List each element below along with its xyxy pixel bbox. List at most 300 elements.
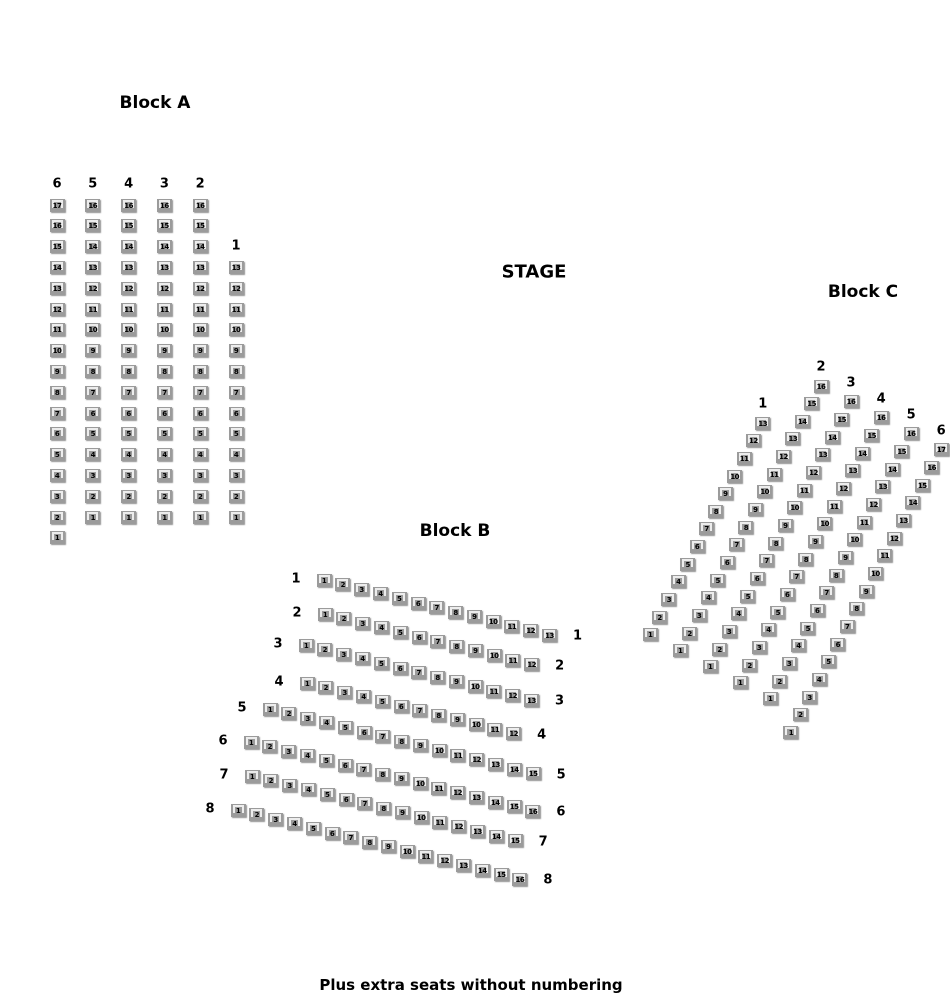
seat[interactable]	[263, 774, 278, 787]
seat[interactable]	[320, 788, 335, 801]
seat[interactable]	[838, 551, 853, 564]
seat[interactable]	[692, 609, 707, 622]
seat[interactable]	[193, 199, 208, 212]
seat[interactable]	[757, 485, 772, 498]
seat[interactable]	[157, 469, 172, 482]
seat[interactable]	[318, 608, 333, 621]
seat[interactable]	[449, 675, 464, 688]
seat[interactable]	[85, 469, 100, 482]
seat[interactable]	[121, 386, 136, 399]
seat[interactable]	[489, 830, 504, 843]
seat[interactable]	[526, 767, 541, 780]
seat[interactable]	[376, 802, 391, 815]
seat[interactable]	[800, 622, 815, 635]
seat[interactable]	[393, 662, 408, 675]
seat[interactable]	[299, 639, 314, 652]
seat[interactable]	[782, 657, 797, 670]
seat[interactable]	[795, 415, 810, 428]
seat[interactable]	[866, 498, 881, 511]
seat[interactable]	[722, 625, 737, 638]
seat[interactable]	[85, 407, 100, 420]
seat[interactable]	[525, 805, 540, 818]
seat[interactable]	[157, 199, 172, 212]
seat[interactable]	[157, 386, 172, 399]
seat[interactable]	[157, 511, 172, 524]
seat[interactable]	[507, 763, 522, 776]
seat[interactable]	[306, 822, 321, 835]
seat[interactable]	[412, 704, 427, 717]
seat[interactable]	[85, 386, 100, 399]
seat[interactable]	[845, 464, 860, 477]
seat[interactable]	[817, 517, 832, 530]
seat[interactable]	[844, 395, 859, 408]
seat[interactable]	[282, 779, 297, 792]
seat[interactable]	[157, 448, 172, 461]
seat[interactable]	[815, 448, 830, 461]
seat[interactable]	[362, 836, 377, 849]
seat[interactable]	[432, 744, 447, 757]
seat[interactable]	[469, 718, 484, 731]
seat[interactable]	[229, 407, 244, 420]
seat[interactable]	[772, 675, 787, 688]
seat[interactable]	[729, 538, 744, 551]
seat[interactable]	[393, 626, 408, 639]
seat[interactable]	[50, 407, 65, 420]
seat[interactable]	[733, 676, 748, 689]
seat[interactable]	[354, 583, 369, 596]
seat[interactable]	[229, 282, 244, 295]
seat[interactable]	[542, 629, 557, 642]
seat[interactable]	[157, 219, 172, 232]
seat[interactable]	[50, 469, 65, 482]
seat[interactable]	[894, 445, 909, 458]
seat[interactable]	[193, 469, 208, 482]
seat[interactable]	[121, 511, 136, 524]
seat[interactable]	[413, 739, 428, 752]
seat[interactable]	[763, 692, 778, 705]
seat[interactable]	[157, 261, 172, 274]
seat[interactable]	[748, 503, 763, 516]
seat[interactable]	[229, 469, 244, 482]
seat[interactable]	[50, 199, 65, 212]
seat[interactable]	[432, 816, 447, 829]
seat[interactable]	[718, 487, 733, 500]
seat[interactable]	[121, 427, 136, 440]
seat[interactable]	[193, 490, 208, 503]
seat[interactable]	[468, 680, 483, 693]
seat[interactable]	[50, 427, 65, 440]
seat[interactable]	[488, 796, 503, 809]
seat[interactable]	[437, 854, 452, 867]
seat[interactable]	[450, 786, 465, 799]
seat[interactable]	[783, 726, 798, 739]
seat[interactable]	[337, 686, 352, 699]
seat[interactable]	[375, 768, 390, 781]
seat[interactable]	[712, 643, 727, 656]
seat[interactable]	[318, 681, 333, 694]
seat[interactable]	[157, 303, 172, 316]
seat[interactable]	[924, 461, 939, 474]
seat[interactable]	[720, 556, 735, 569]
seat[interactable]	[680, 558, 695, 571]
seat[interactable]	[778, 519, 793, 532]
seat[interactable]	[229, 386, 244, 399]
seat[interactable]	[325, 827, 340, 840]
seat[interactable]	[336, 648, 351, 661]
seat[interactable]	[394, 735, 409, 748]
seat[interactable]	[281, 707, 296, 720]
seat[interactable]	[85, 365, 100, 378]
seat[interactable]	[836, 482, 851, 495]
seat[interactable]	[85, 219, 100, 232]
seat[interactable]	[193, 386, 208, 399]
seat[interactable]	[475, 864, 490, 877]
seat[interactable]	[50, 490, 65, 503]
seat[interactable]	[85, 240, 100, 253]
seat[interactable]	[85, 448, 100, 461]
seat[interactable]	[793, 708, 808, 721]
seat[interactable]	[430, 635, 445, 648]
seat[interactable]	[281, 745, 296, 758]
seat[interactable]	[819, 586, 834, 599]
seat[interactable]	[121, 219, 136, 232]
seat[interactable]	[840, 620, 855, 633]
seat[interactable]	[505, 654, 520, 667]
seat[interactable]	[810, 604, 825, 617]
seat[interactable]	[804, 397, 819, 410]
seat[interactable]	[780, 588, 795, 601]
seat[interactable]	[229, 448, 244, 461]
seat[interactable]	[300, 749, 315, 762]
seat[interactable]	[121, 448, 136, 461]
seat[interactable]	[430, 671, 445, 684]
seat[interactable]	[375, 695, 390, 708]
seat[interactable]	[374, 657, 389, 670]
seat[interactable]	[121, 407, 136, 420]
seat[interactable]	[355, 617, 370, 630]
seat[interactable]	[789, 570, 804, 583]
seat[interactable]	[157, 490, 172, 503]
seat[interactable]	[834, 413, 849, 426]
seat[interactable]	[394, 700, 409, 713]
seat[interactable]	[85, 261, 100, 274]
seat[interactable]	[414, 811, 429, 824]
seat[interactable]	[85, 303, 100, 316]
seat[interactable]	[50, 282, 65, 295]
seat[interactable]	[157, 365, 172, 378]
seat[interactable]	[738, 521, 753, 534]
seat[interactable]	[121, 303, 136, 316]
seat[interactable]	[193, 219, 208, 232]
seat[interactable]	[467, 610, 482, 623]
seat[interactable]	[887, 532, 902, 545]
seat[interactable]	[50, 240, 65, 253]
seat[interactable]	[885, 463, 900, 476]
seat[interactable]	[121, 490, 136, 503]
seat[interactable]	[157, 323, 172, 336]
seat[interactable]	[855, 447, 870, 460]
seat[interactable]	[708, 505, 723, 518]
seat[interactable]	[812, 673, 827, 686]
seat[interactable]	[449, 640, 464, 653]
seat[interactable]	[448, 606, 463, 619]
seat[interactable]	[746, 434, 761, 447]
seat[interactable]	[157, 344, 172, 357]
seat[interactable]	[395, 806, 410, 819]
seat[interactable]	[859, 585, 874, 598]
seat[interactable]	[157, 282, 172, 295]
seat[interactable]	[456, 859, 471, 872]
seat[interactable]	[394, 772, 409, 785]
seat[interactable]	[486, 685, 501, 698]
seat[interactable]	[229, 365, 244, 378]
seat[interactable]	[336, 612, 351, 625]
seat[interactable]	[864, 429, 879, 442]
seat[interactable]	[245, 770, 260, 783]
seat[interactable]	[392, 592, 407, 605]
seat[interactable]	[50, 344, 65, 357]
seat[interactable]	[335, 578, 350, 591]
seat[interactable]	[157, 407, 172, 420]
seat[interactable]	[357, 797, 372, 810]
seat[interactable]	[797, 484, 812, 497]
seat[interactable]	[874, 411, 889, 424]
seat[interactable]	[193, 240, 208, 253]
seat[interactable]	[787, 501, 802, 514]
seat[interactable]	[814, 380, 829, 393]
seat[interactable]	[849, 602, 864, 615]
seat[interactable]	[829, 569, 844, 582]
seat[interactable]	[121, 261, 136, 274]
seat[interactable]	[877, 549, 892, 562]
seat[interactable]	[411, 597, 426, 610]
seat[interactable]	[193, 282, 208, 295]
seat[interactable]	[703, 660, 718, 673]
seat[interactable]	[85, 199, 100, 212]
seat[interactable]	[761, 623, 776, 636]
seat[interactable]	[229, 323, 244, 336]
seat[interactable]	[727, 470, 742, 483]
seat[interactable]	[750, 572, 765, 585]
seat[interactable]	[505, 689, 520, 702]
seat[interactable]	[121, 282, 136, 295]
seat[interactable]	[317, 643, 332, 656]
seat[interactable]	[157, 427, 172, 440]
seat[interactable]	[300, 712, 315, 725]
seat[interactable]	[512, 873, 527, 886]
seat[interactable]	[486, 615, 501, 628]
seat[interactable]	[752, 641, 767, 654]
seat[interactable]	[413, 777, 428, 790]
seat[interactable]	[263, 703, 278, 716]
seat[interactable]	[431, 782, 446, 795]
seat[interactable]	[429, 601, 444, 614]
seat[interactable]	[400, 845, 415, 858]
seat[interactable]	[487, 649, 502, 662]
seat[interactable]	[193, 407, 208, 420]
seat[interactable]	[701, 591, 716, 604]
seat[interactable]	[287, 817, 302, 830]
seat[interactable]	[356, 763, 371, 776]
seat[interactable]	[85, 427, 100, 440]
seat[interactable]	[488, 758, 503, 771]
seat[interactable]	[121, 240, 136, 253]
seat[interactable]	[85, 282, 100, 295]
seat[interactable]	[193, 261, 208, 274]
seat[interactable]	[904, 427, 919, 440]
seat[interactable]	[343, 831, 358, 844]
seat[interactable]	[699, 522, 714, 535]
seat[interactable]	[808, 535, 823, 548]
seat[interactable]	[121, 199, 136, 212]
seat[interactable]	[451, 820, 466, 833]
seat[interactable]	[193, 303, 208, 316]
seat[interactable]	[690, 540, 705, 553]
seat[interactable]	[301, 783, 316, 796]
seat[interactable]	[319, 716, 334, 729]
seat[interactable]	[50, 511, 65, 524]
seat[interactable]	[85, 511, 100, 524]
seat[interactable]	[229, 303, 244, 316]
seat[interactable]	[504, 620, 519, 633]
seat[interactable]	[469, 791, 484, 804]
seat[interactable]	[821, 655, 836, 668]
seat[interactable]	[121, 344, 136, 357]
seat[interactable]	[193, 427, 208, 440]
seat[interactable]	[50, 386, 65, 399]
seat[interactable]	[825, 431, 840, 444]
seat[interactable]	[121, 323, 136, 336]
seat[interactable]	[229, 427, 244, 440]
seat[interactable]	[193, 365, 208, 378]
seat[interactable]	[524, 694, 539, 707]
seat[interactable]	[229, 344, 244, 357]
seat[interactable]	[50, 323, 65, 336]
seat[interactable]	[412, 631, 427, 644]
seat[interactable]	[356, 690, 371, 703]
seat[interactable]	[262, 740, 277, 753]
seat[interactable]	[374, 621, 389, 634]
seat[interactable]	[317, 574, 332, 587]
seat[interactable]	[355, 652, 370, 665]
seat[interactable]	[827, 500, 842, 513]
seat[interactable]	[742, 659, 757, 672]
seat[interactable]	[338, 721, 353, 734]
seat[interactable]	[193, 344, 208, 357]
seat[interactable]	[896, 514, 911, 527]
seat[interactable]	[731, 607, 746, 620]
seat[interactable]	[710, 574, 725, 587]
seat[interactable]	[767, 468, 782, 481]
seat[interactable]	[776, 450, 791, 463]
seat[interactable]	[524, 658, 539, 671]
seat[interactable]	[905, 496, 920, 509]
seat[interactable]	[682, 627, 697, 640]
seat[interactable]	[85, 344, 100, 357]
seat[interactable]	[469, 753, 484, 766]
seat[interactable]	[768, 537, 783, 550]
seat[interactable]	[643, 628, 658, 641]
seat[interactable]	[450, 749, 465, 762]
seat[interactable]	[411, 666, 426, 679]
seat[interactable]	[830, 638, 845, 651]
seat[interactable]	[652, 611, 667, 624]
seat[interactable]	[157, 240, 172, 253]
seat[interactable]	[740, 590, 755, 603]
seat[interactable]	[470, 825, 485, 838]
seat[interactable]	[759, 554, 774, 567]
seat[interactable]	[468, 644, 483, 657]
seat[interactable]	[770, 606, 785, 619]
seat[interactable]	[193, 448, 208, 461]
seat[interactable]	[249, 808, 264, 821]
seat[interactable]	[229, 490, 244, 503]
seat[interactable]	[487, 723, 502, 736]
seat[interactable]	[319, 754, 334, 767]
seat[interactable]	[737, 452, 752, 465]
seat[interactable]	[357, 726, 372, 739]
seat[interactable]	[791, 639, 806, 652]
seat[interactable]	[338, 759, 353, 772]
seat[interactable]	[802, 691, 817, 704]
seat[interactable]	[523, 624, 538, 637]
seat[interactable]	[381, 840, 396, 853]
seat[interactable]	[50, 531, 65, 544]
seat[interactable]	[785, 432, 800, 445]
seat[interactable]	[50, 219, 65, 232]
seat[interactable]	[231, 804, 246, 817]
seat[interactable]	[915, 479, 930, 492]
seat[interactable]	[50, 448, 65, 461]
seat[interactable]	[373, 587, 388, 600]
seat[interactable]	[506, 727, 521, 740]
seat[interactable]	[875, 480, 890, 493]
seat[interactable]	[507, 800, 522, 813]
seat[interactable]	[431, 709, 446, 722]
seat[interactable]	[375, 730, 390, 743]
seat[interactable]	[193, 323, 208, 336]
seat[interactable]	[755, 417, 770, 430]
seat[interactable]	[300, 677, 315, 690]
seat[interactable]	[193, 511, 208, 524]
seat[interactable]	[268, 813, 283, 826]
seat[interactable]	[508, 834, 523, 847]
seat[interactable]	[85, 490, 100, 503]
seat[interactable]	[50, 261, 65, 274]
seat[interactable]	[934, 443, 949, 456]
seat[interactable]	[229, 261, 244, 274]
seat[interactable]	[121, 365, 136, 378]
seat[interactable]	[868, 567, 883, 580]
seat[interactable]	[673, 644, 688, 657]
seat[interactable]	[418, 850, 433, 863]
seat[interactable]	[857, 516, 872, 529]
seat[interactable]	[661, 593, 676, 606]
seat[interactable]	[50, 365, 65, 378]
seat[interactable]	[847, 533, 862, 546]
seat[interactable]	[798, 553, 813, 566]
seat[interactable]	[50, 303, 65, 316]
seat[interactable]	[244, 736, 259, 749]
seat[interactable]	[121, 469, 136, 482]
seat[interactable]	[339, 793, 354, 806]
seat[interactable]	[806, 466, 821, 479]
seat[interactable]	[494, 868, 509, 881]
seat[interactable]	[229, 511, 244, 524]
seat[interactable]	[450, 713, 465, 726]
seat[interactable]	[671, 575, 686, 588]
seat[interactable]	[85, 323, 100, 336]
